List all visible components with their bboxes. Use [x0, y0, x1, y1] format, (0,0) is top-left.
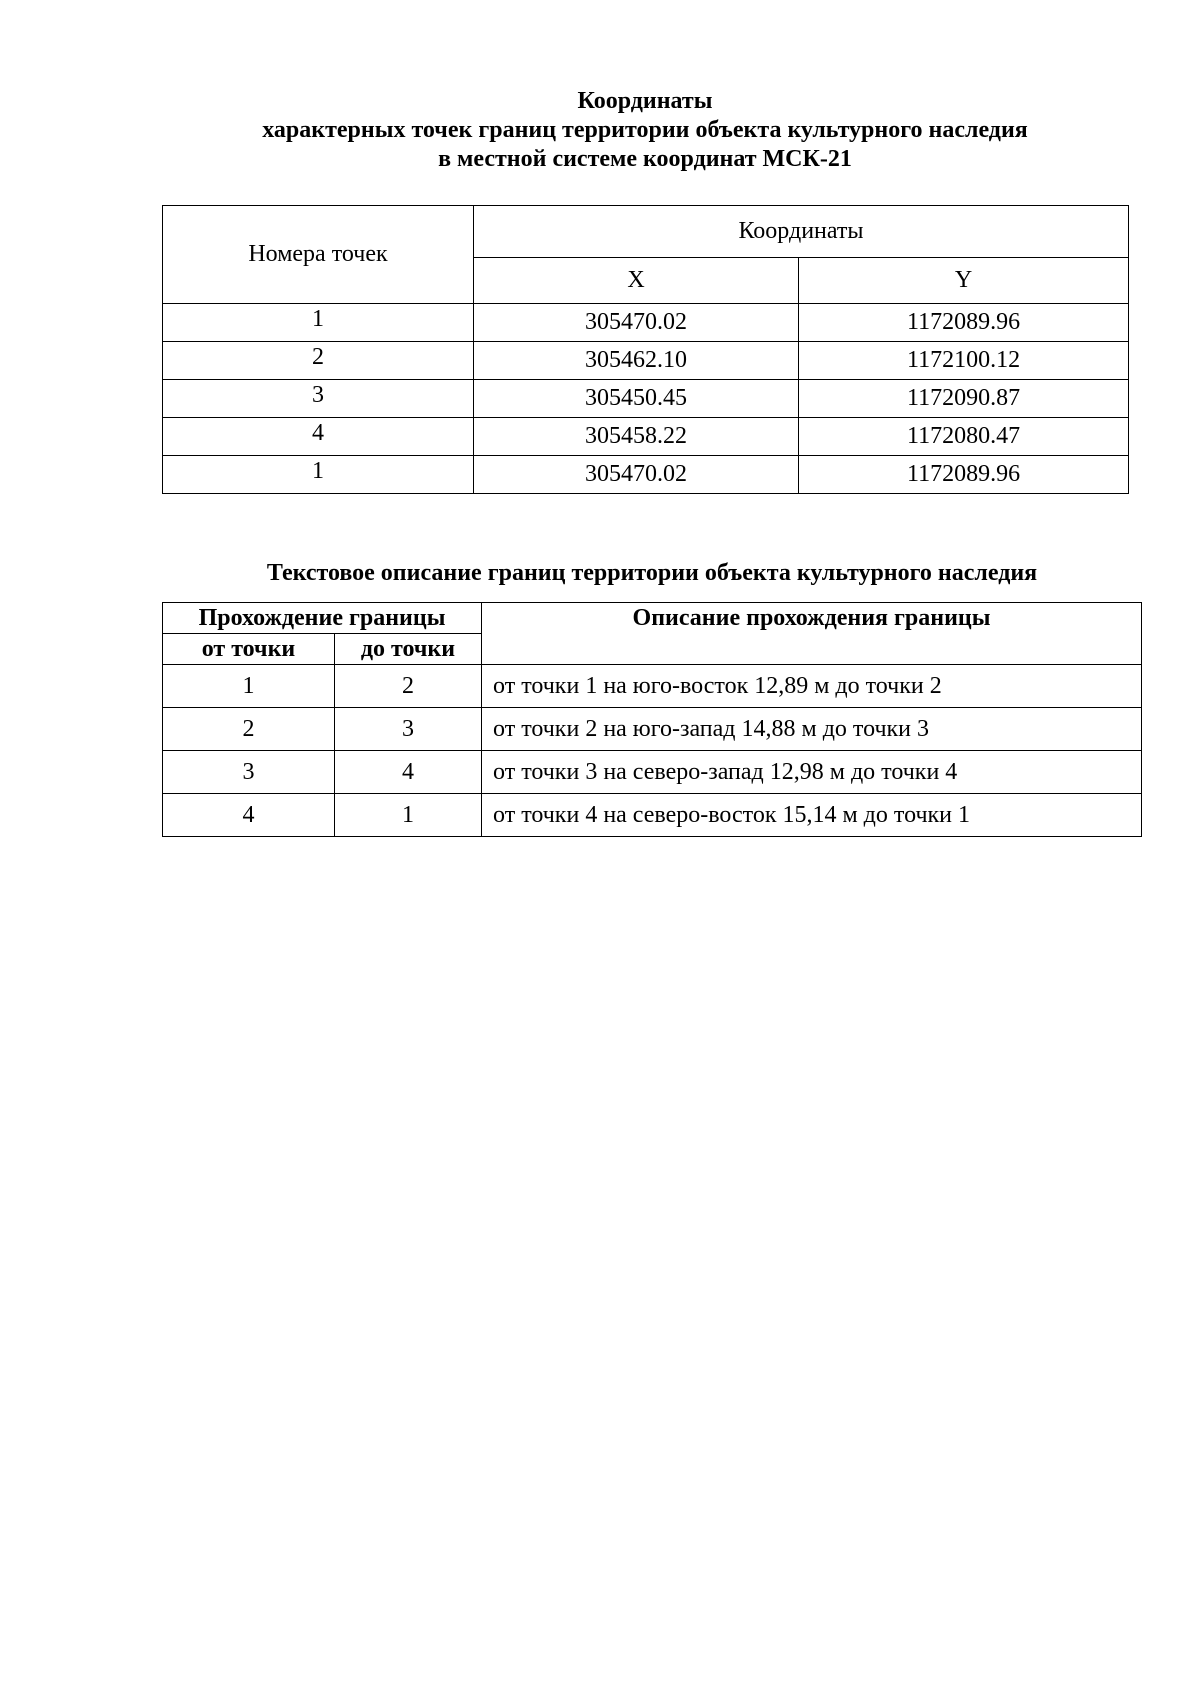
to-point: 1	[335, 794, 482, 837]
coord-x: 305458.22	[474, 418, 799, 456]
section-title: Текстовое описание границ территории объекта культурного наследия	[266, 560, 1038, 586]
from-point: 1	[163, 665, 335, 708]
point-number: 1	[163, 456, 474, 494]
header-point-numbers: Номера точек	[163, 206, 474, 304]
table-row	[163, 418, 1129, 456]
header-x: X	[474, 258, 799, 304]
to-point: 2	[335, 665, 482, 708]
header-boundary-description: Описание прохождения границы	[482, 603, 1142, 665]
header-to-point: до точки	[335, 634, 482, 665]
to-point: 4	[335, 751, 482, 794]
table-row	[163, 380, 1129, 418]
table-row	[163, 665, 1142, 708]
header-coordinates: Координаты	[474, 206, 1129, 258]
point-number: 1	[163, 304, 474, 342]
coord-y: 1172089.96	[799, 304, 1129, 342]
boundary-description-table	[162, 602, 1142, 837]
point-number: 4	[163, 418, 474, 456]
coord-y: 1172080.47	[799, 418, 1129, 456]
description-header-row	[163, 603, 1142, 634]
from-point: 3	[163, 751, 335, 794]
coord-x: 305462.10	[474, 342, 799, 380]
to-point: 3	[335, 708, 482, 751]
coord-x: 305470.02	[474, 304, 799, 342]
coord-x: 305450.45	[474, 380, 799, 418]
boundary-description: от точки 1 на юго-восток 12,89 м до точки 2	[482, 665, 1142, 708]
title-line-3: в местной системе координат МСК-21	[438, 146, 852, 172]
table-row	[163, 751, 1142, 794]
table-row	[163, 304, 1129, 342]
document-title	[162, 87, 1128, 174]
coord-x: 305470.02	[474, 456, 799, 494]
table-row	[163, 794, 1142, 837]
coordinates-header-row	[163, 206, 1129, 258]
header-y: Y	[799, 258, 1129, 304]
coord-y: 1172090.87	[799, 380, 1129, 418]
boundary-description: от точки 3 на северо-запад 12,98 м до точки 4	[482, 751, 1142, 794]
table-row	[163, 342, 1129, 380]
title-line-2: характерных точек границ территории объекта культурного наследия	[262, 117, 1028, 143]
coordinates-table	[162, 205, 1129, 494]
point-number: 2	[163, 342, 474, 380]
boundary-description: от точки 4 на северо-восток 15,14 м до точки 1	[482, 794, 1142, 837]
point-number: 3	[163, 380, 474, 418]
from-point: 4	[163, 794, 335, 837]
title-line-1: Координаты	[577, 88, 713, 114]
header-boundary-passage: Прохождение границы	[163, 603, 482, 634]
coord-y: 1172089.96	[799, 456, 1129, 494]
table-row	[163, 456, 1129, 494]
header-from-point: от точки	[163, 634, 335, 665]
from-point: 2	[163, 708, 335, 751]
coord-y: 1172100.12	[799, 342, 1129, 380]
table-row	[163, 708, 1142, 751]
boundary-description: от точки 2 на юго-запад 14,88 м до точки 3	[482, 708, 1142, 751]
